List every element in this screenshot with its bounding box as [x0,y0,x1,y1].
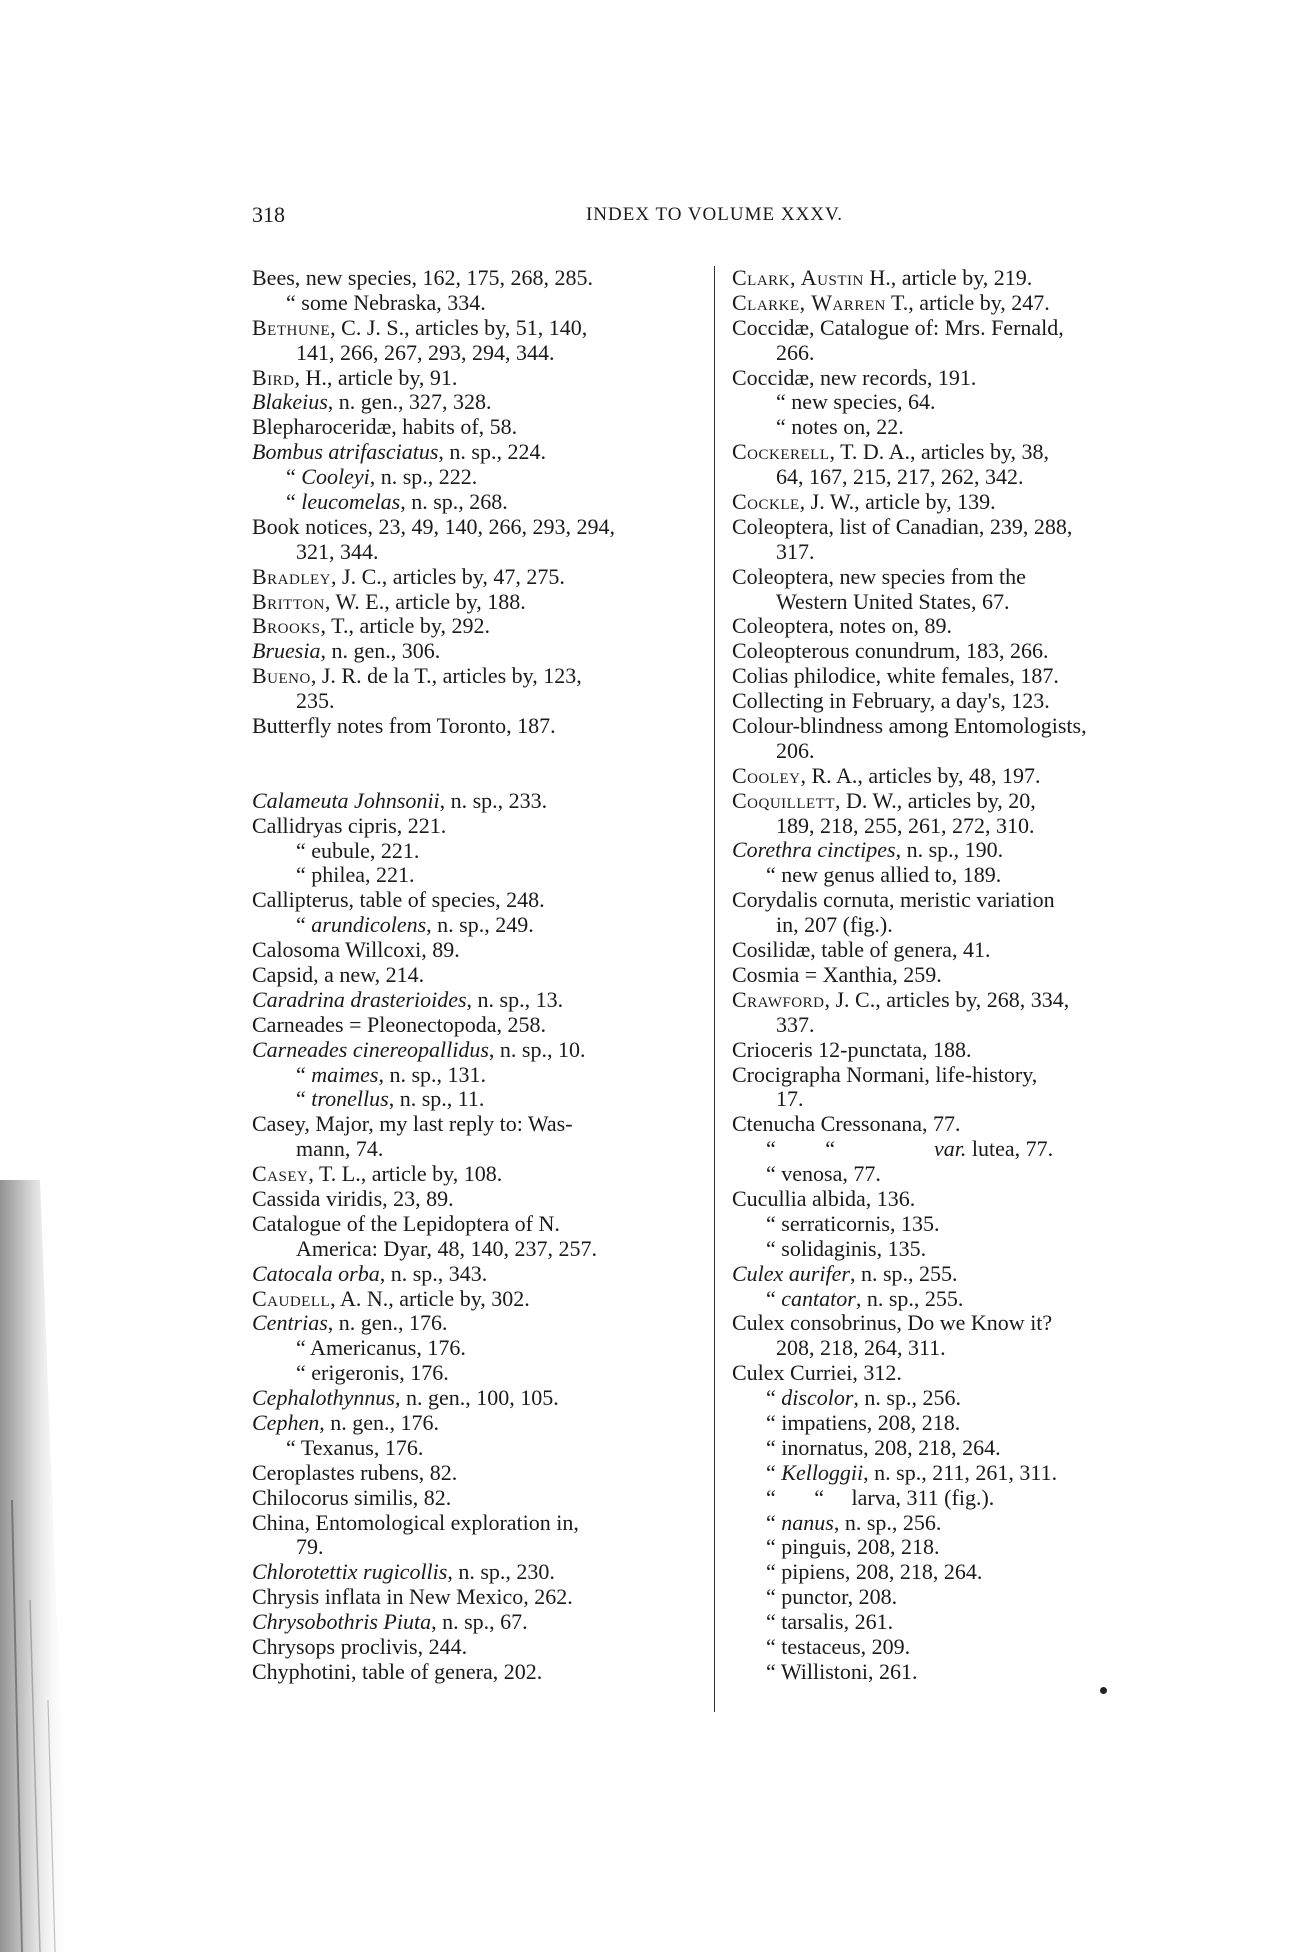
index-entry: Book notices, 23, 49, 140, 266, 293, 294, [252,513,615,539]
index-entry: Bombus atrifasciatus, n. sp., 224. [252,439,546,465]
index-entry: Coleoptera, new species from the [732,563,1026,589]
page-header [252,202,1177,236]
index-entry: in, 207 (fig.). [776,912,893,938]
index-entry: Collecting in February, a day's, 123. [732,688,1050,714]
index-entry: Centrias, n. gen., 176. [252,1310,448,1336]
index-entry: China, Entomological exploration in, [252,1509,579,1535]
index-entry: “ tarsalis, 261. [766,1609,894,1635]
index-entry: Catalogue of the Lepidoptera of N. [252,1210,560,1236]
index-entry: “ discolor, n. sp., 256. [766,1385,961,1411]
index-entry: “ Willistoni, 261. [766,1658,918,1684]
index-entry: Bird, H., article by, 91. [252,364,458,390]
index-entry: Cassida viridis, 23, 89. [252,1185,454,1211]
index-column-left [252,266,700,1685]
index-entry: 64, 167, 215, 217, 262, 342. [776,464,1024,490]
index-entry: 208, 218, 264, 311. [776,1335,946,1361]
index-column-right [732,266,1184,1685]
index-entry: “ arundicolens, n. sp., 249. [296,912,534,938]
index-entry: Cucullia albida, 136. [732,1185,916,1211]
index-entry: Carneades = Pleonectopoda, 258. [252,1011,547,1037]
index-entry: “ cantator, n. sp., 255. [766,1285,964,1311]
index-entry: “ pipiens, 208, 218, 264. [766,1559,983,1585]
index-entry: Catocala orba, n. sp., 343. [252,1260,488,1286]
index-entry: America: Dyar, 48, 140, 237, 257. [296,1235,597,1261]
index-entry: “ notes on, 22. [776,414,904,440]
index-entry: Corydalis cornuta, meristic variation [732,887,1055,913]
index-entry: Bradley, J. C., articles by, 47, 275. [252,563,565,589]
index-entry: “ solidaginis, 135. [766,1235,927,1261]
index-entry: “ Americanus, 176. [296,1335,466,1361]
index-entry: “ leucomelas, n. sp., 268. [286,489,508,515]
index-entry: “ impatiens, 208, 218. [766,1409,961,1435]
index-entry: “ eubule, 221. [296,837,420,863]
index-entry: Bees, new species, 162, 175, 268, 285. [252,265,593,290]
index-entry: Coccidæ, Catalogue of: Mrs. Fernald, [732,314,1064,340]
index-entry: Cephen, n. gen., 176. [252,1409,439,1435]
index-entry: 141, 266, 267, 293, 294, 344. [296,339,555,365]
index-entry: 17. [776,1086,804,1112]
index-entry: Callidryas cipris, 221. [252,812,447,838]
index-entry: Blepharoceridæ, habits of, 58. [252,414,518,440]
index-entry: Clark, Austin H., article by, 219. [732,265,1033,290]
index-entry: Cockle, J. W., article by, 139. [732,489,996,515]
index-entry: Butterfly notes from Toronto, 187. [252,713,556,739]
index-entry: “ Texanus, 176. [286,1434,424,1460]
index-entry: Bethune, C. J. S., articles by, 51, 140, [252,314,588,340]
index-entry: “ nanus, n. sp., 256. [766,1509,942,1535]
index-entry: Corethra cinctipes, n. sp., 190. [732,837,1004,863]
index-entry: Chilocorus similis, 82. [252,1484,452,1510]
index-entry: Crocigrapha Normani, life-history, [732,1061,1038,1087]
index-entry: Chrysops proclivis, 244. [252,1634,468,1659]
index-entry: Carneades cinereopallidus, n. sp., 10. [252,1036,586,1062]
index-entry: Coquillett, D. W., articles by, 20, [732,787,1036,813]
index-entry: Calameuta Johnsonii, n. sp., 233. [252,787,548,813]
index-entry: Chlorotettix rugicollis, n. sp., 230. [252,1559,555,1585]
index-entry: Ceroplastes rubens, 82. [252,1459,458,1485]
index-entry: mann, 74. [296,1136,384,1162]
running-title: INDEX TO VOLUME XXXV. [585,204,844,225]
index-entry: “ erigeronis, 176. [296,1360,449,1386]
index-entry: Ctenucha Cressonana, 77. [732,1111,961,1137]
index-entry: Coccidæ, new records, 191. [732,364,977,390]
index-entry: Crawford, J. C., articles by, 268, 334, [732,986,1070,1012]
index-entry: Coleopterous conundrum, 183, 266. [732,638,1049,664]
index-entry: “ some Nebraska, 334. [286,289,486,315]
index-entry: 79. [296,1534,324,1560]
index-entry: 189, 218, 255, 261, 272, 310. [776,812,1035,838]
index-entry: Bueno, J. R. de la T., articles by, 123, [252,663,582,689]
column-divider [714,266,715,1712]
index-entry: “ testaceus, 209. [766,1633,911,1659]
index-entry: Britton, W. E., article by, 188. [252,588,526,614]
index-entry: Cockerell, T. D. A., articles by, 38, [732,439,1050,465]
index-entry: Casey, T. L., article by, 108. [252,1161,503,1187]
index-entry: Brooks, T., article by, 292. [252,613,490,639]
index-entry: Cephalothynnus, n. gen., 100, 105. [252,1385,559,1411]
index-entry: 206. [776,737,815,763]
index-entry: “ new genus allied to, 189. [766,862,1002,888]
index-entry: “ pinguis, 208, 218. [766,1534,940,1560]
index-entry: Clarke, Warren T., article by, 247. [732,289,1050,315]
index-entry: “ Kelloggii, n. sp., 211, 261, 311. [766,1459,1058,1485]
index-entry: “ “ larva, 311 (fig.). [766,1484,995,1510]
index-entry: “ new species, 64. [776,389,936,415]
index-entry: Culex Curriei, 312. [732,1360,902,1386]
index-entry: Blakeius, n. gen., 327, 328. [252,389,492,415]
index-entry: “ venosa, 77. [766,1161,881,1187]
index-entry: Culex aurifer, n. sp., 255. [732,1260,958,1286]
index-entry: “ tronellus, n. sp., 11. [296,1086,485,1112]
index-entry: Caudell, A. N., article by, 302. [252,1285,530,1311]
index-entry: Western United States, 67. [776,588,1010,614]
index-entry: “ inornatus, 208, 218, 264. [766,1434,1001,1460]
index-entry: Cosilidæ, table of genera, 41. [732,937,991,963]
index-entry: Callipterus, table of species, 248. [252,887,545,913]
index-entry: 321, 344. [296,538,379,564]
index-entry: 266. [776,339,815,365]
index-entry: Colour-blindness among Entomologists, [732,713,1087,739]
index-entry: Bruesia, n. gen., 306. [252,638,441,664]
index-entry: Crioceris 12-punctata, 188. [732,1036,972,1062]
index-entry: Capsid, a new, 214. [252,961,425,987]
page-number: 318 [252,202,285,227]
ink-dot [1100,1687,1107,1694]
index-entry: Culex consobrinus, Do we Know it? [732,1310,1053,1336]
index-entry: “ serraticornis, 135. [766,1210,940,1236]
index-entry: Chrysobothris Piuta, n. sp., 67. [252,1609,528,1635]
index-entry: Caradrina drasterioides, n. sp., 13. [252,986,564,1012]
index-entry: Cooley, R. A., articles by, 48, 197. [732,762,1041,788]
index-entry: “ “ var. lutea, 77. [766,1136,1054,1162]
index-entry: Calosoma Willcoxi, 89. [252,937,460,963]
section-gap [252,739,700,789]
index-entry: “ Cooleyi, n. sp., 222. [286,464,478,490]
index-entry: Colias philodice, white females, 187. [732,663,1059,689]
index-entry: Coleoptera, list of Canadian, 239, 288, [732,513,1073,539]
index-entry: “ philea, 221. [296,862,415,888]
index-entry: Casey, Major, my last reply to: Was- [252,1111,573,1137]
index-entry: 337. [776,1011,815,1037]
index-entry: 317. [776,538,815,564]
index-entry: “ punctor, 208. [766,1584,898,1610]
index-entry: Chrysis inflata in New Mexico, 262. [252,1584,573,1610]
index-entry: “ maimes, n. sp., 131. [296,1061,487,1087]
index-entry: Cosmia = Xanthia, 259. [732,961,942,987]
index-entry: Coleoptera, notes on, 89. [732,613,952,639]
index-entry: Chyphotini, table of genera, 202. [252,1658,543,1684]
index-entry: 235. [296,688,335,714]
